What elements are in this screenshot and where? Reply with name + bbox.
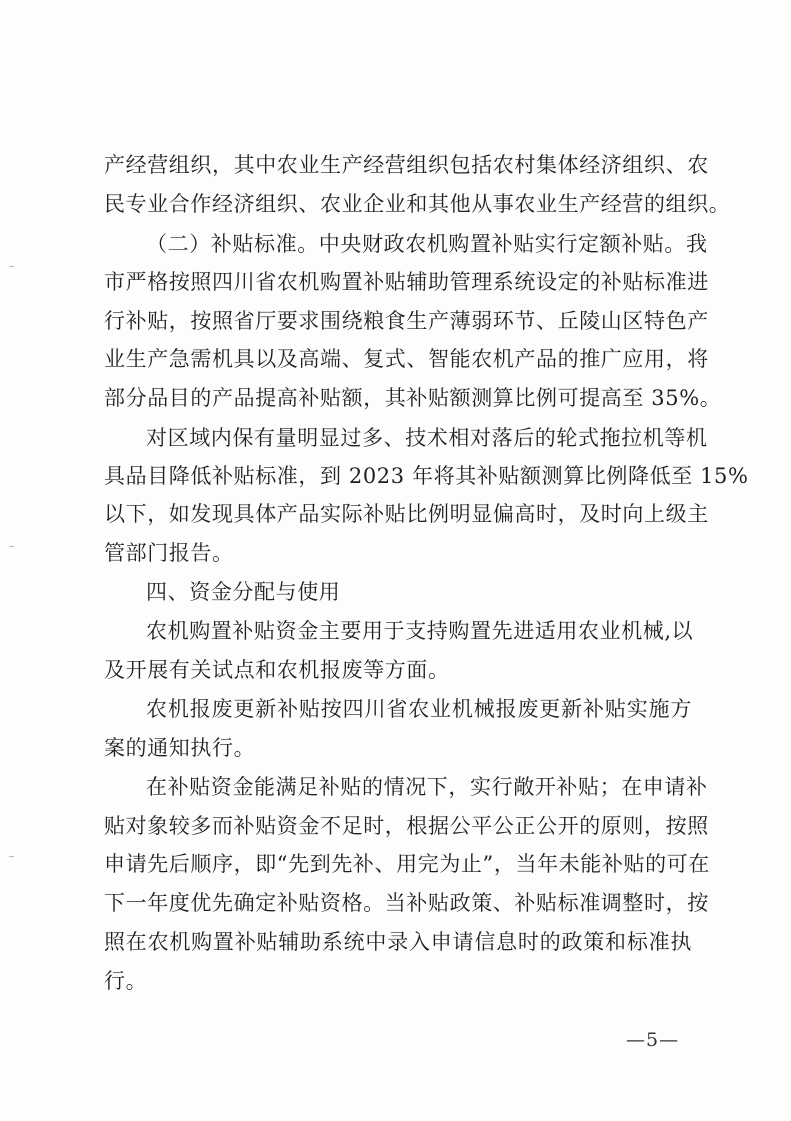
paragraph-line: 产经营组织，其中农业生产经营组织包括农村集体经济组织、农 (104, 153, 709, 177)
paragraph-line: 农机报废更新补贴按四川省农业机械报废更新补贴实施方 (146, 697, 692, 721)
paragraph-line: 农机购置补贴资金主要用于支持购置先进适用农业机械,以 (146, 619, 694, 643)
paragraph-line: 具品目降低补贴标准，到 2023 年将其补贴额测算比例降低至 15% (104, 464, 749, 488)
scan-mark (9, 856, 14, 857)
paragraph-line: 申请先后顺序，即“先到先补、用完为止”，当年未能补贴的可在 (104, 852, 710, 876)
paragraph-line: 及开展有关试点和农机报废等方面。 (104, 658, 450, 682)
scan-mark (9, 546, 14, 547)
paragraph-line: 行补贴，按照省厅要求围绕粮食生产薄弱环节、丘陵山区特色产 (104, 309, 709, 333)
paragraph-line: 以下，如发现具体产品实际补贴比例明显偏高时，及时向上级主 (104, 502, 709, 526)
section-heading: 四、资金分配与使用 (146, 580, 341, 604)
paragraph-line: 管部门报告。 (104, 541, 234, 565)
paragraph-line: 部分品目的产品提高补贴额，其补贴额测算比例可提高至 35%。 (104, 386, 722, 410)
paragraph-line: 市严格按照四川省农机购置补贴辅助管理系统设定的补贴标准进 (104, 270, 709, 294)
paragraph-line: 贴对象较多而补贴资金不足时，根据公平公正公开的原则，按照 (104, 814, 709, 838)
scan-mark (9, 266, 14, 267)
paragraph-line: 下一年度优先确定补贴资格。当补贴政策、补贴标准调整时，按 (104, 891, 709, 915)
paragraph-line: （二）补贴标准。中央财政农机购置补贴实行定额补贴。我 (146, 232, 708, 256)
paragraph-line: 照在农机购置补贴辅助系统中录入申请信息时的政策和标准执 (104, 930, 692, 954)
paragraph-line: 业生产急需机具以及高端、复式、智能农机产品的推广应用，将 (104, 347, 709, 371)
paragraph-line: 民专业合作经济组织、农业企业和其他从事农业生产经营的组织。 (104, 192, 731, 216)
paragraph-line: 案的通知执行。 (104, 736, 256, 760)
paragraph-line: 行。 (104, 969, 148, 993)
page-number: —5— (626, 1029, 680, 1051)
paragraph-line: 在补贴资金能满足补贴的情况下，实行敞开补贴；在申请补 (146, 775, 708, 799)
paragraph-line: 对区域内保有量明显过多、技术相对落后的轮式拖拉机等机 (146, 426, 708, 450)
